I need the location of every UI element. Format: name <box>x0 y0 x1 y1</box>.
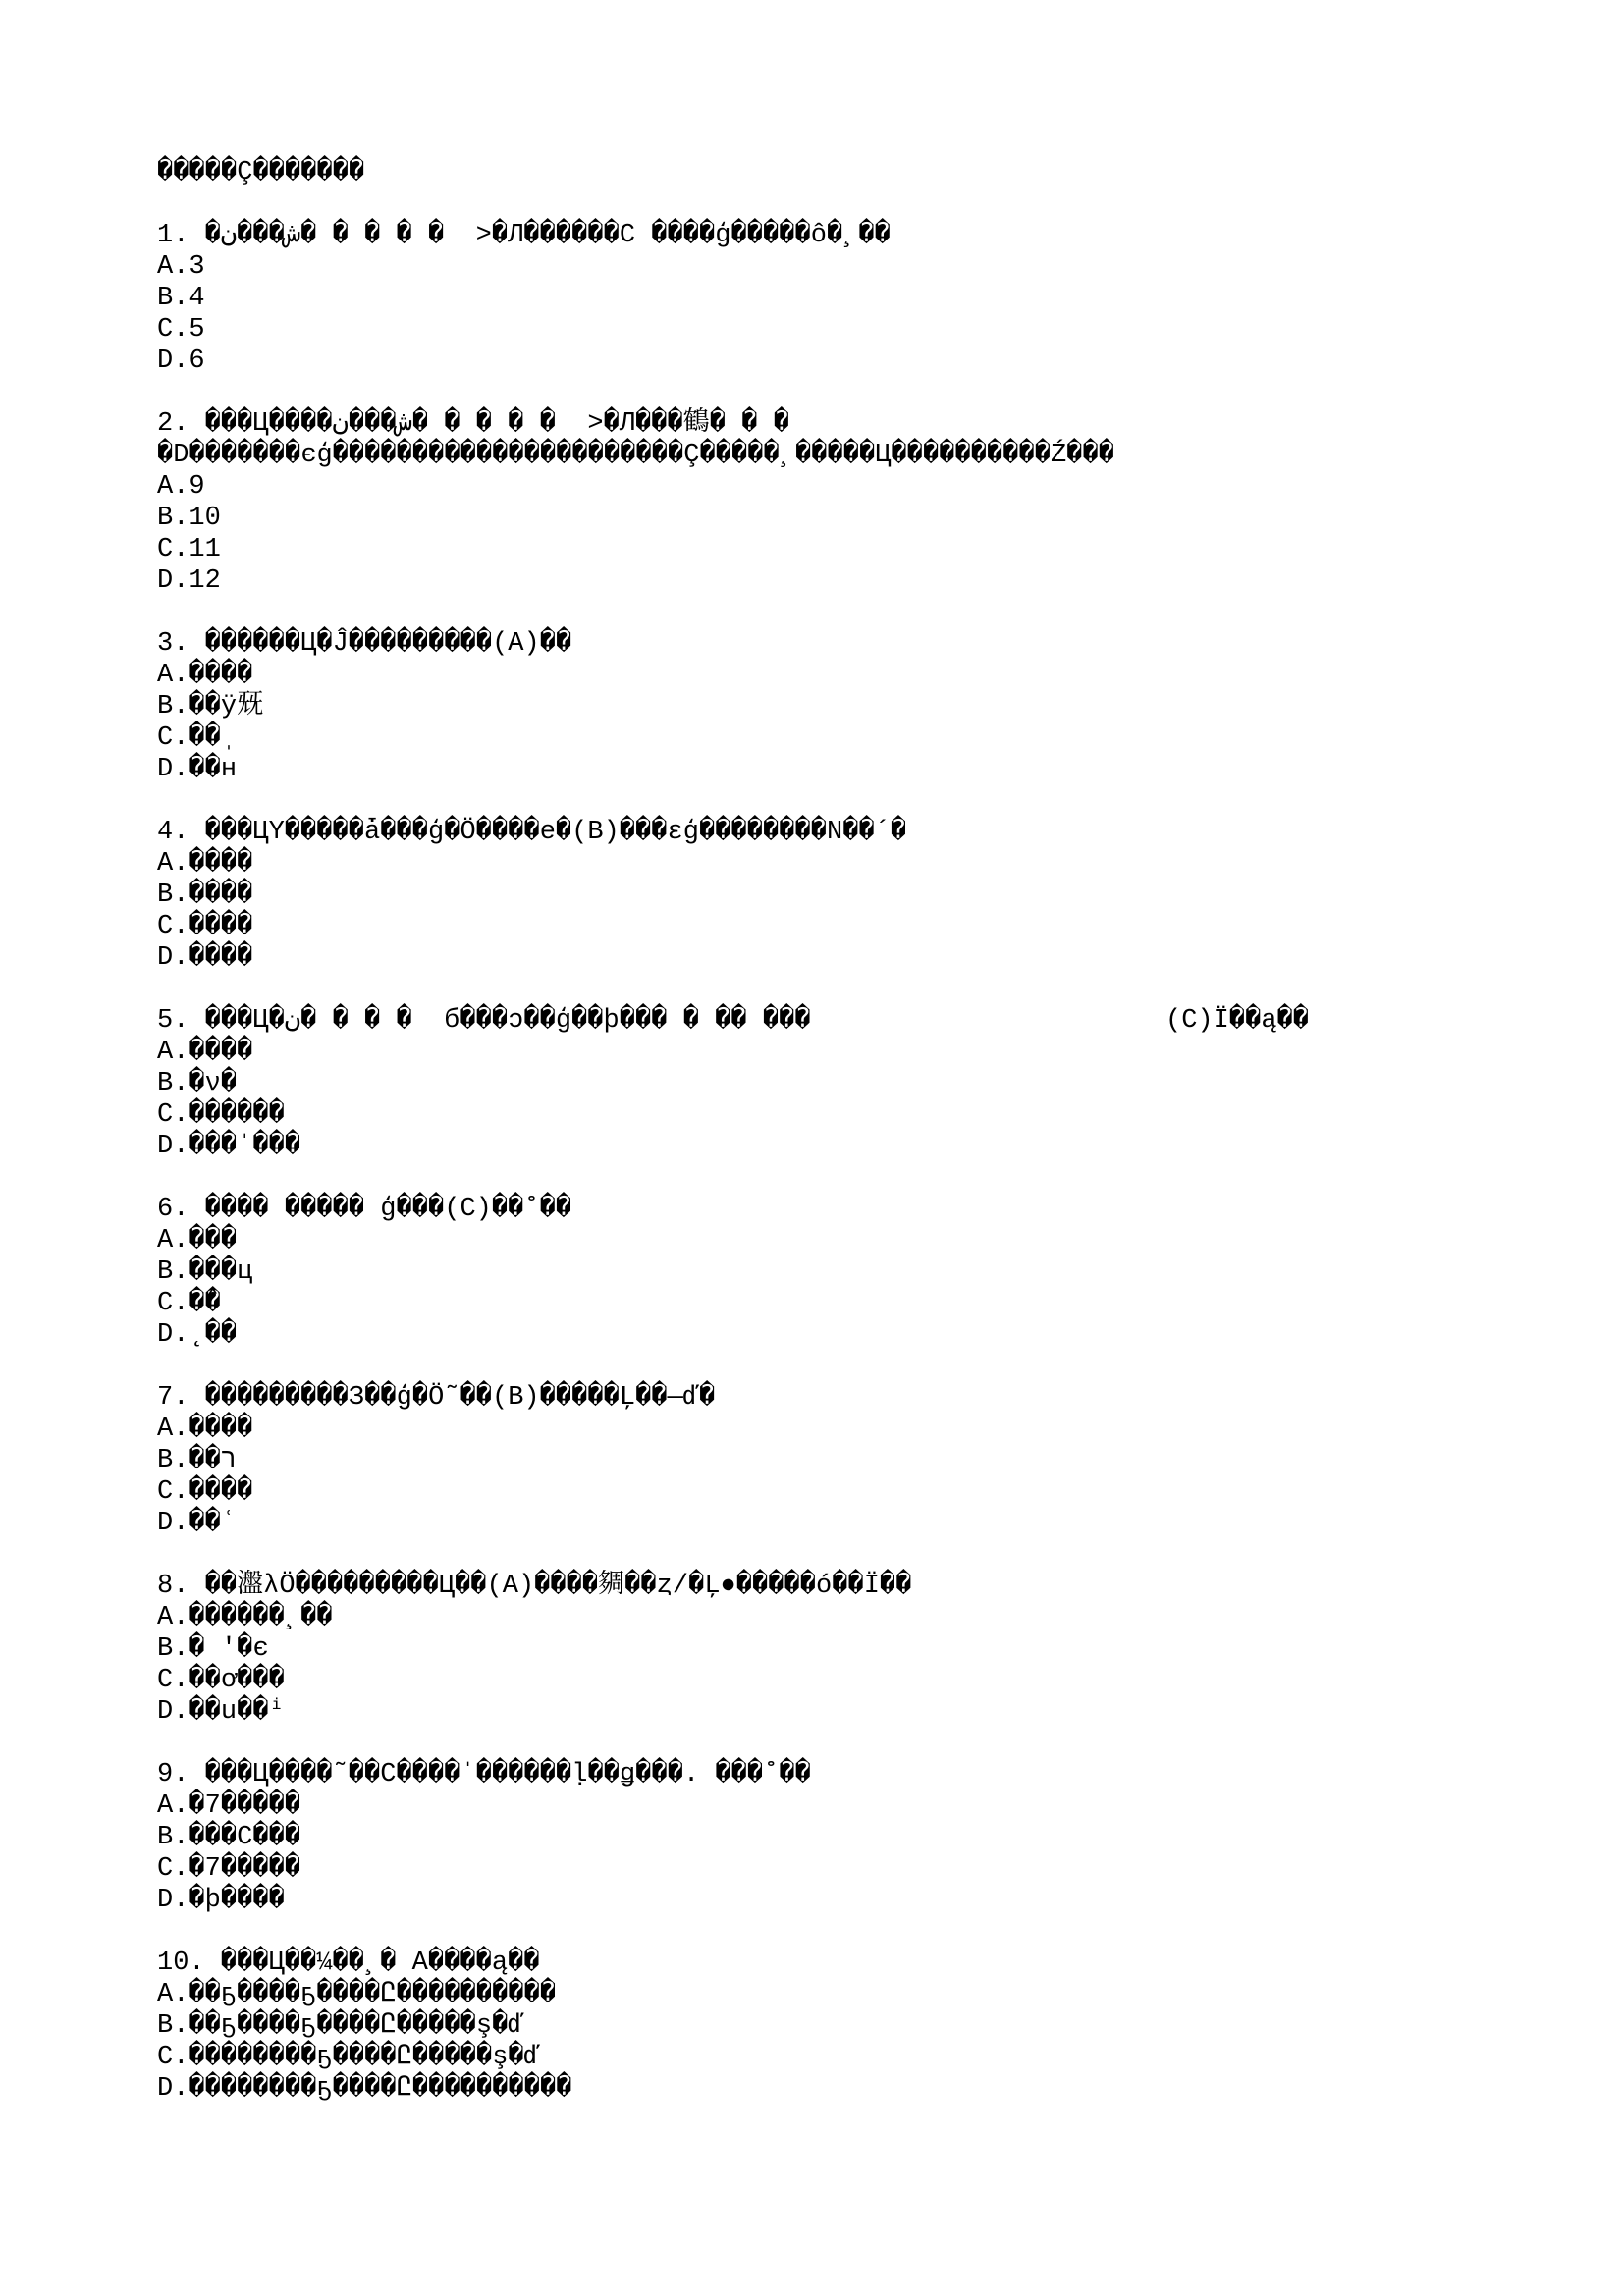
question-stem-continued: �D�������єģ����������������������Ç�����¸�����Ц����������Ź��� <box>157 441 1114 470</box>
question-7 <box>157 1382 1532 1571</box>
question-9 <box>157 1759 1532 1948</box>
answer-option: C.���� <box>157 1477 253 1507</box>
answer-option: B.�ν� <box>157 1069 238 1098</box>
question-stem-text: 2. ���Ц����ش���ن� � � � � >�Л���鶴� � � <box>157 409 789 439</box>
question-stem-text: 5. ���Ц�ن� � � � б���ɔ��ģ��þ��� � �� ��� <box>157 1006 811 1036</box>
answer-option: C.��ơ��� <box>157 1666 285 1695</box>
spacer <box>157 1351 1532 1382</box>
answer-option: D.��н <box>157 755 238 784</box>
question-stem <box>157 1382 1532 1414</box>
answer-option: D.6 <box>157 347 205 376</box>
answer-option: D.12 <box>157 566 221 596</box>
answer-option: C.�7����� <box>157 1854 301 1884</box>
question-stem-text: 6. ���� ����� ģ���(C)��˚�� <box>157 1195 572 1224</box>
document-title: �����Ç������� <box>157 158 365 187</box>
answer-option: C.5 <box>157 315 205 345</box>
question-6 <box>157 1194 1532 1382</box>
question-stem-text: 1. �ش���ن� � � � � >�Л������C ����ģ�����ô�¸�� <box>157 221 891 250</box>
spacer <box>157 974 1532 1005</box>
spacer <box>157 785 1532 817</box>
answer-option: B.���� <box>157 881 253 910</box>
question-4 <box>157 817 1532 1005</box>
answer-option: C.������ <box>157 1100 285 1130</box>
question-answer-hint: (C)Ï��ą�� <box>1165 1006 1310 1036</box>
answer-option: D.�þ���� <box>157 1886 285 1915</box>
answer-option: B.���C��� <box>157 1823 301 1852</box>
question-stem-text: 9. ���Ц����˜��C����ˈ������ḷ��ǥ���. ���˚�� <box>157 1760 811 1789</box>
spacer <box>157 1728 1532 1759</box>
answer-option: C.��������ҕ����Ը�����ş�ď <box>157 2043 540 2072</box>
answer-option: D.��������ҕ����Ը���������� <box>157 2074 572 2104</box>
answer-option: C.11 <box>157 535 221 564</box>
answer-option: C.���� <box>157 912 253 941</box>
question-stem-text: 10. ���Ц��¼��¸� A����ą�� <box>157 1949 540 1978</box>
answer-option: A.���� <box>157 1038 253 1067</box>
question-stem-text: 7. ���������З��ģ�Ö˜��(B)�����Ļ��—ď� <box>157 1383 716 1413</box>
question-stem <box>157 817 1532 848</box>
question-3 <box>157 628 1532 817</box>
spacer <box>157 1916 1532 1948</box>
answer-option: D.��u��ⁱ <box>157 1697 285 1727</box>
question-5 <box>157 1005 1532 1194</box>
answer-option: B.� ʹ�є <box>157 1634 269 1664</box>
answer-option: B.10 <box>157 504 221 533</box>
answer-option: D.���ˈ��� <box>157 1132 301 1161</box>
answer-option: B.4 <box>157 284 205 313</box>
question-stem <box>157 1194 1532 1225</box>
answer-option: D.˛�� <box>157 1320 238 1350</box>
question-1 <box>157 220 1532 408</box>
answer-option: A.�7����� <box>157 1791 301 1821</box>
spacer <box>157 597 1532 628</box>
question-stem-text: 8. ��瀊λÖ���������Ц��(A)����㚋��ȥ/�Ļ●�����ó��Ï�� <box>157 1572 912 1601</box>
question-stem <box>157 408 1532 440</box>
spacer <box>157 1539 1532 1571</box>
answer-option: A.������¸�� <box>157 1603 333 1632</box>
spacer <box>157 1162 1532 1194</box>
answer-option: C.�̂� <box>157 1289 221 1318</box>
question-stem-text: 4. ���ЦY�����ǡ���ģ�Ö����е�(B)���ɛģ��������N��´� <box>157 818 907 847</box>
answer-option: A.���� <box>157 661 253 690</box>
question-stem <box>157 1759 1532 1790</box>
question-2 <box>157 408 1532 628</box>
question-8 <box>157 1571 1532 1759</box>
answer-option: A.3 <box>157 252 205 282</box>
question-10 <box>157 1948 1532 2105</box>
answer-option: A.���� <box>157 1415 253 1444</box>
answer-option: B.���ц <box>157 1257 253 1287</box>
answer-option: A.��ҕ����ҕ����Ը���������� <box>157 1980 557 2009</box>
spacer <box>157 188 1532 220</box>
answer-option: A.���� <box>157 849 253 879</box>
question-stem-text: 3. ������Ц�Ĵ���������(A)�� <box>157 629 572 659</box>
answer-option: C.��ˌ <box>157 723 238 753</box>
answer-option: D.���� <box>157 943 253 973</box>
question-stem <box>157 628 1532 660</box>
question-list <box>157 220 1532 2105</box>
spacer <box>157 377 1532 408</box>
answer-option: B.��ר <box>157 1446 238 1475</box>
answer-option: D.��ʿ <box>157 1509 238 1538</box>
question-stem <box>157 1005 1532 1037</box>
question-stem <box>157 1571 1532 1602</box>
question-stem <box>157 1948 1532 1979</box>
answer-option: B.��ÿ兓 <box>157 692 264 721</box>
question-stem <box>157 220 1532 251</box>
answer-option: B.��ҕ����ҕ����Ը�����ş�ď <box>157 2011 524 2041</box>
document-page <box>157 157 1532 2105</box>
answer-option: A.9 <box>157 472 205 502</box>
answer-option: A.��� <box>157 1226 238 1255</box>
